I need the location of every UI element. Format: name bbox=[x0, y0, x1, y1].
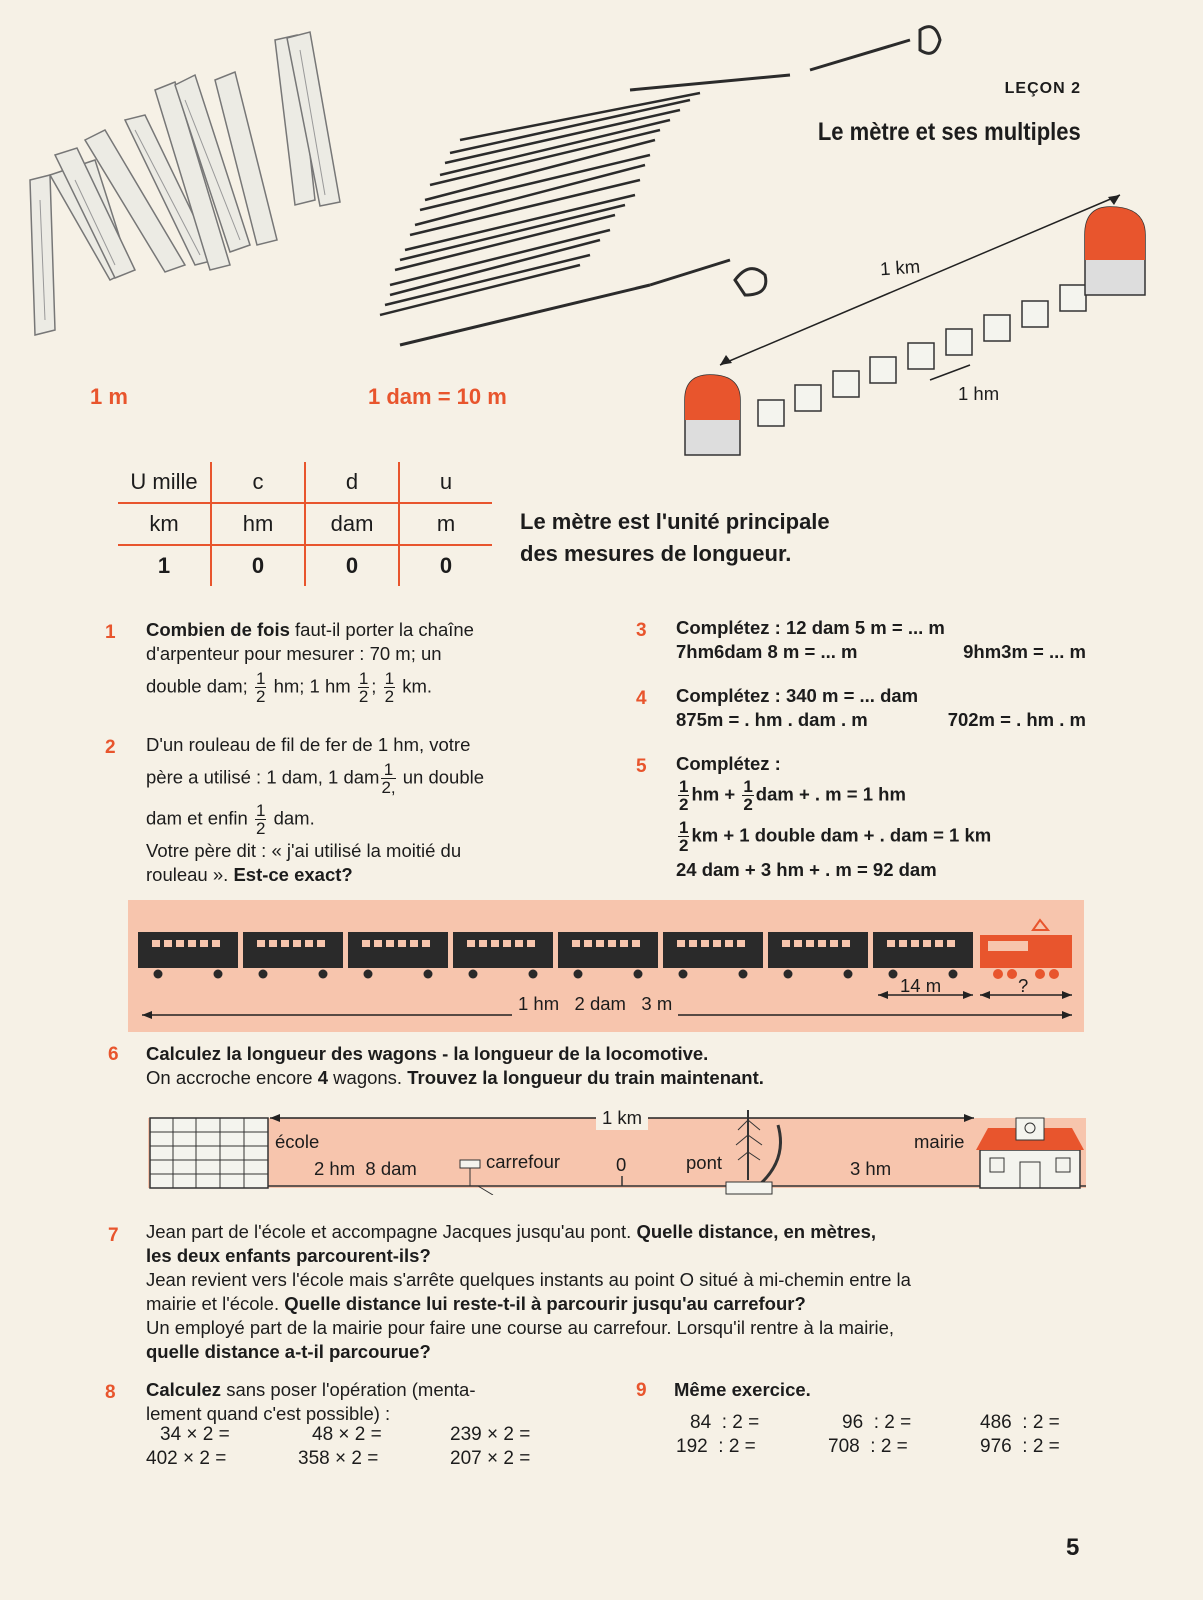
lesson-label: LEÇON 2 bbox=[1004, 80, 1081, 97]
bridge-mairie-distance: 3 hm bbox=[850, 1158, 892, 1179]
folding-rule-illustration bbox=[15, 30, 345, 350]
ex9-op: 708 : 2 = bbox=[828, 1436, 908, 1457]
table-cell: d bbox=[305, 462, 399, 503]
exercise-1: Combien de fois faut-il porter la chaîne d'arpenteur pour mesurer : 70 m; un double dam; $\frac{1}{2}$ hm; 1 hm $\frac{1}{2}$ ; $\frac{1}{2}$ km. bbox=[146, 619, 474, 706]
table-cell: 0 bbox=[305, 545, 399, 586]
wagon bbox=[348, 932, 448, 979]
table-cell: U mille bbox=[130, 469, 198, 494]
ex9-op: 96 : 2 = bbox=[842, 1412, 912, 1433]
bridge-label: pont bbox=[686, 1152, 723, 1173]
km-label: 1 km bbox=[879, 255, 921, 280]
exercise-number: 4 bbox=[636, 688, 647, 709]
wagon bbox=[663, 932, 763, 979]
ex9-op: 84 : 2 = bbox=[690, 1412, 760, 1433]
hm-label: 1 hm bbox=[958, 383, 1000, 404]
table-cell: 1 bbox=[157, 553, 171, 578]
exercise-7: Jean part de l'école et accompagne Jacques jusqu'au pont. Quelle distance, en mètres, les deux enfants parcourent-ils? Jean revient vers l'école mais s'arrête quelques instants au point O situé à mi-chemin entre la mairie et l'école. Quelle distance lui reste-t-il à parcourir jusqu'au carrefour? Un employé part de la mairie pour faire une course au carrefour. Lorsqu'il rentre à la mairie, quelle distance a-t-il parcourue? bbox=[146, 1221, 911, 1362]
exercise-5: Complétez : $\frac{1}{2}$ hm + $\frac{1}{2}$ dam + . m = 1 hm $\frac{1}{2}$ km + 1 double dam + . dam = 1 km 24 dam + 3 hm + . m = 92 dam bbox=[676, 753, 992, 880]
kilometer-road-illustration bbox=[680, 185, 1170, 470]
ex8-op: 358 × 2 = bbox=[298, 1448, 379, 1469]
exercise-9-title: Même exercice. bbox=[674, 1379, 811, 1400]
locomotive-length: ? bbox=[1018, 975, 1029, 996]
ex8-op: 48 × 2 = bbox=[312, 1424, 382, 1445]
exercise-6: Calculez la longueur des wagons - la longueur de la locomotive. On accroche encore 4 wagons. Trouvez la longueur du train maintenant. bbox=[146, 1043, 764, 1088]
table-cell: 0 bbox=[211, 545, 305, 586]
route-total: 1 km bbox=[596, 1106, 648, 1130]
exercise-2: D'un rouleau de fil de fer de 1 hm, votre père a utilisé : 1 dam, 1 dam $\frac{1}{2,}$ un double dam et enfin $\frac{1}{2}$ dam. Votre père dit : « j'ai utilisé la moitié du rouleau ». Est-ce exact? bbox=[146, 734, 485, 885]
train-total-length: 1 hm 2 dam 3 m bbox=[512, 992, 678, 1016]
ex8-op: 34 × 2 = bbox=[160, 1424, 230, 1445]
mairie-label: mairie bbox=[914, 1131, 965, 1152]
table-cell: u bbox=[399, 462, 492, 503]
carrefour-label: carrefour bbox=[486, 1151, 561, 1172]
ex8-op: 239 × 2 = bbox=[450, 1424, 531, 1445]
wagon-length: 14 m bbox=[900, 975, 942, 996]
wagon bbox=[453, 932, 553, 979]
exercise-8: Calculez sans poser l'opération (menta- lement quand c'est possible) : bbox=[146, 1379, 476, 1424]
point-o-label: 0 bbox=[616, 1154, 627, 1175]
ex8-op: 207 × 2 = bbox=[450, 1448, 531, 1469]
table-cell: dam bbox=[305, 503, 399, 545]
table-cell: km bbox=[149, 511, 179, 536]
exercise-3: Complétez : 12 dam 5 m = ... m 7hm6dam 8 m = ... m 9hm3m = ... m bbox=[676, 617, 1086, 662]
exercise-number: 3 bbox=[636, 620, 647, 641]
principal-statement: Le mètre est l'unité principale des mesures de longueur. bbox=[520, 509, 830, 566]
wagon bbox=[873, 932, 973, 979]
exercise-number: 7 bbox=[108, 1225, 119, 1246]
table-cell: hm bbox=[211, 503, 305, 545]
school-carrefour-distance: 2 hm 8 dam bbox=[314, 1158, 417, 1179]
exercise-number: 8 bbox=[105, 1382, 116, 1403]
table-cell: c bbox=[211, 462, 305, 503]
ex9-op: 976 : 2 = bbox=[980, 1436, 1060, 1457]
meter-caption: 1 m bbox=[90, 384, 128, 409]
ex9-op: 192 : 2 = bbox=[676, 1436, 756, 1457]
units-table bbox=[118, 462, 492, 586]
exercise-number: 2 bbox=[105, 737, 116, 758]
page-number: 5 bbox=[1066, 1534, 1080, 1561]
exercise-number: 9 bbox=[636, 1380, 647, 1401]
ex8-op: 402 × 2 = bbox=[146, 1448, 227, 1469]
exercise-number: 6 bbox=[108, 1044, 119, 1065]
wagon bbox=[768, 932, 868, 979]
wagon bbox=[558, 932, 658, 979]
table-cell: 0 bbox=[399, 545, 492, 586]
exercise-number: 1 bbox=[105, 622, 116, 643]
ex9-op: 486 : 2 = bbox=[980, 1412, 1060, 1433]
exercise-4: Complétez : 340 m = ... dam 875m = . hm . dam . m 702m = . hm . m bbox=[676, 685, 1086, 730]
page-title: Le mètre et ses multiples bbox=[818, 118, 1081, 146]
decameter-caption: 1 dam = 10 m bbox=[368, 384, 507, 409]
exercise-number: 5 bbox=[636, 756, 647, 777]
table-cell: m bbox=[399, 503, 492, 545]
school-label: école bbox=[275, 1131, 320, 1152]
wagon bbox=[138, 932, 238, 979]
wagon bbox=[243, 932, 343, 979]
